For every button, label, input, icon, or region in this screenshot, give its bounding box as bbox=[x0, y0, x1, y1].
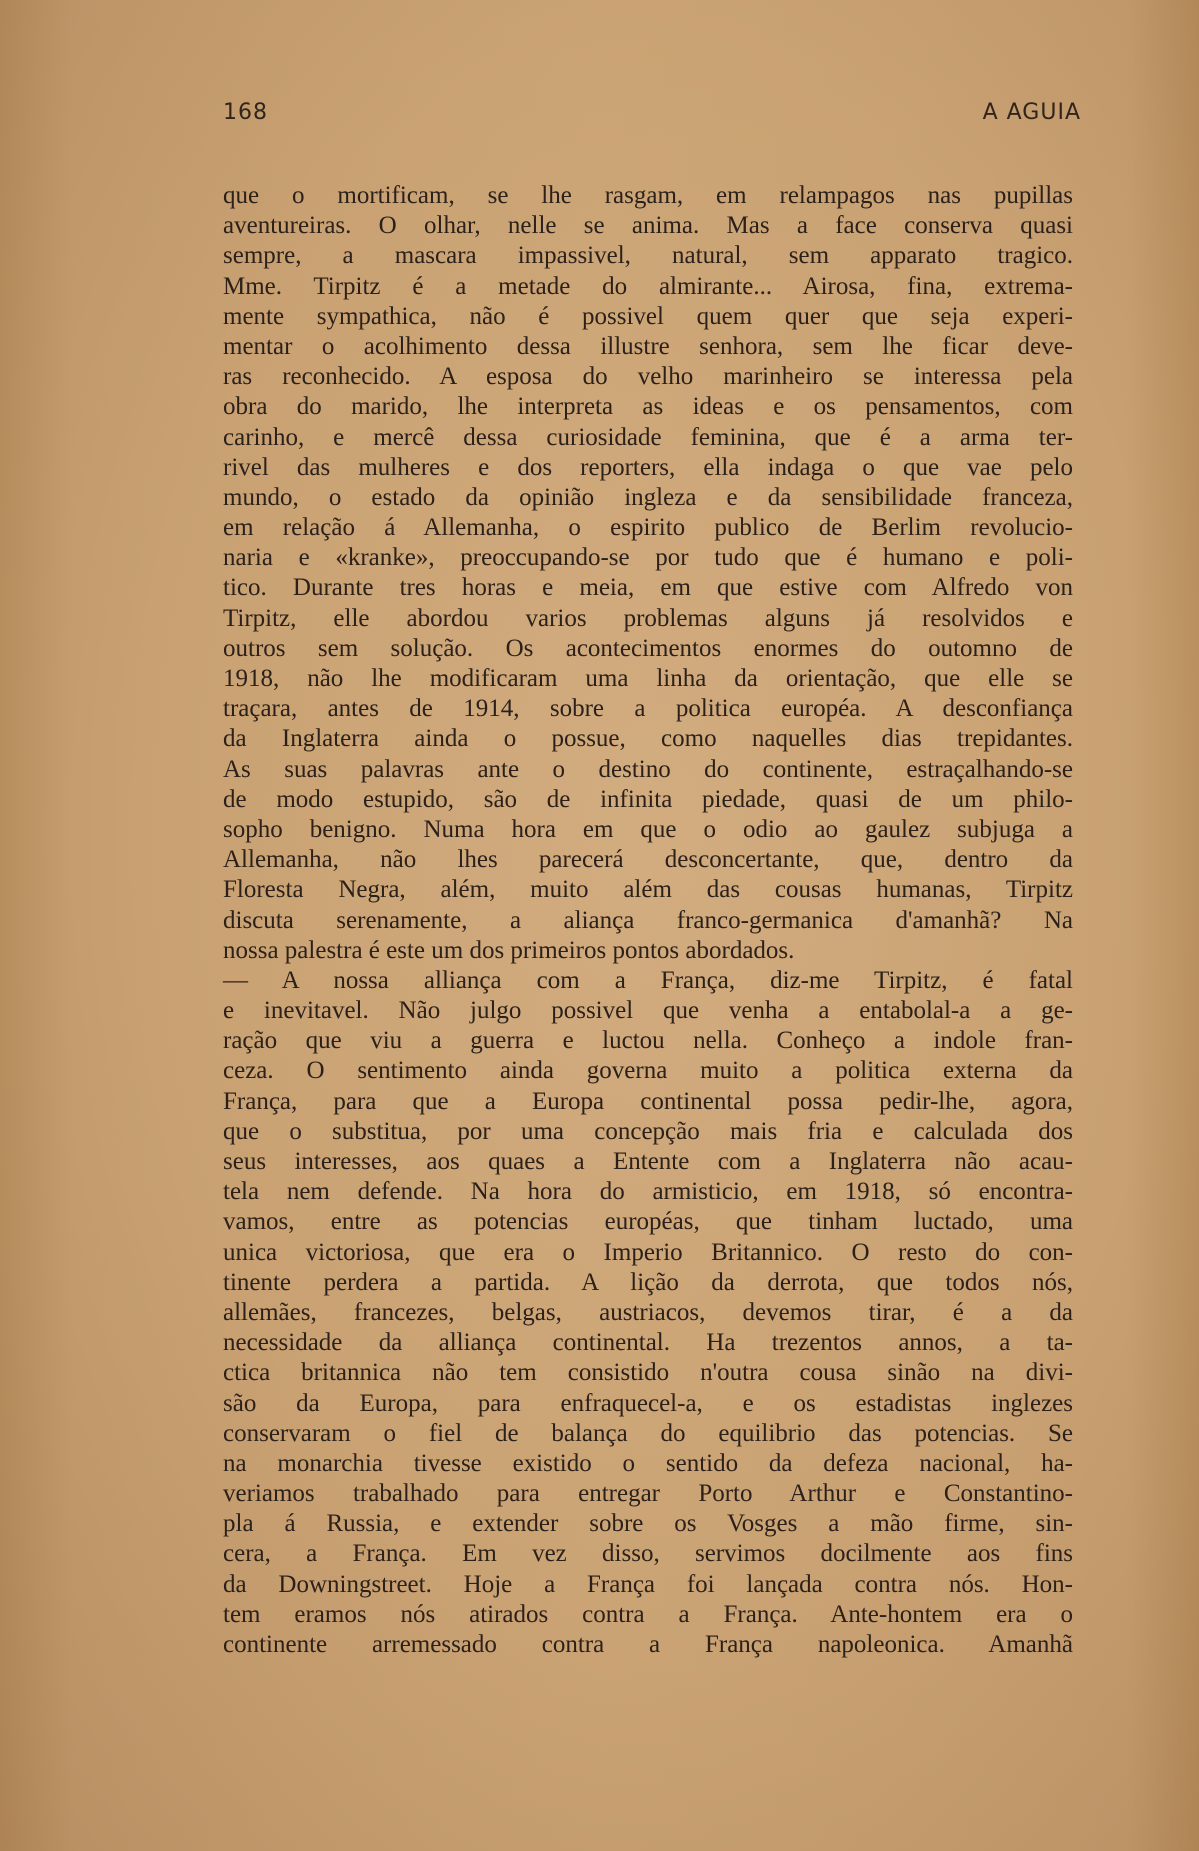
text-line: ctica britannica não tem consistido n'outra cousa sinão na divi- bbox=[223, 1359, 1073, 1387]
text-line: carinho, e mercê dessa curiosidade feminina, que é a arma ter- bbox=[223, 423, 1073, 451]
text-line: Allemanha, não lhes parecerá desconcertante, que, dentro da bbox=[223, 846, 1073, 874]
text-line: — A nossa alliança com a França, diz-me Tirpitz, é fatal bbox=[223, 966, 1073, 994]
text-line: de modo estupido, são de infinita piedade, quasi de um philo- bbox=[223, 785, 1073, 813]
text-line: sempre, a mascara impassivel, natural, sem apparato tragico. bbox=[223, 242, 1073, 270]
text-line: são da Europa, para enfraquecel-a, e os estadistas inglezes bbox=[223, 1389, 1073, 1417]
text-line: tinente perdera a partida. A lição da derrota, que todos nós, bbox=[223, 1268, 1073, 1296]
text-line: 1918, não lhe modificaram uma linha da orientação, que elle se bbox=[223, 665, 1073, 692]
text-line: seus interesses, aos quaes a Entente com a Inglaterra não acau- bbox=[223, 1148, 1073, 1175]
text-line: que o mortificam, se lhe rasgam, em relampagos nas pupillas bbox=[223, 182, 1073, 209]
text-line: unica victoriosa, que era o Imperio Britannico. O resto do con- bbox=[223, 1238, 1073, 1266]
text-line: discuta serenamente, a aliança franco-germanica d'amanhã? Na bbox=[223, 906, 1073, 934]
text-line: necessidade da alliança continental. Ha trezentos annos, a ta- bbox=[223, 1329, 1073, 1357]
text-line: mundo, o estado da opinião ingleza e da sensibilidade franceza, bbox=[223, 483, 1073, 511]
text-line: naria e «kranke», preoccupando-se por tudo que é humano e poli- bbox=[223, 544, 1073, 572]
text-line: em relação á Allemanha, o espirito publico de Berlim revolucio- bbox=[223, 514, 1073, 542]
page-number: 168 bbox=[223, 100, 268, 125]
text-line: traçara, antes de 1914, sobre a politica européa. A desconfiança bbox=[223, 695, 1073, 723]
text-line: da Inglaterra ainda o possue, como naquelles dias trepidantes. bbox=[223, 725, 1073, 753]
text-line: aventureiras. O olhar, nelle se anima. Mas a face conserva quasi bbox=[223, 212, 1073, 240]
text-line: na monarchia tivesse existido o sentido da defeza nacional, ha- bbox=[223, 1449, 1073, 1477]
text-line: sopho benigno. Numa hora em que o odio ao gaulez subjuga a bbox=[223, 815, 1073, 843]
text-line: As suas palavras ante o destino do continente, estraçalhando-se bbox=[223, 755, 1073, 783]
text-line: tico. Durante tres horas e meia, em que estive com Alfredo von bbox=[223, 574, 1073, 602]
text-line: que o substitua, por uma concepção mais fria e calculada dos bbox=[223, 1117, 1073, 1145]
text-line: Tirpitz, elle abordou varios problemas alguns já resolvidos e bbox=[223, 604, 1073, 632]
text-line: allemães, francezes, belgas, austriacos, devemos tirar, é a da bbox=[223, 1298, 1073, 1326]
text-line: rivel das mulheres e dos reporters, ella indaga o que vae pelo bbox=[223, 453, 1073, 481]
text-line: vamos, entre as potencias européas, que tinham luctado, uma bbox=[223, 1208, 1073, 1236]
text-line: continente arremessado contra a França napoleonica. Amanhã bbox=[223, 1631, 1073, 1658]
text-line: ração que viu a guerra e luctou nella. Conheço a indole fran- bbox=[223, 1027, 1073, 1055]
text-line: e inevitavel. Não julgo possivel que venha a entabolal-a a ge- bbox=[223, 997, 1073, 1025]
text-line: Mme. Tirpitz é a metade do almirante... Airosa, fina, extrema- bbox=[223, 272, 1073, 300]
journal-title: A AGUIA bbox=[982, 100, 1081, 125]
text-line: tem eramos nós atirados contra a França. Ante-hontem era o bbox=[223, 1600, 1073, 1628]
text-line: tela nem defende. Na hora do armisticio, em 1918, só encontra- bbox=[223, 1178, 1073, 1206]
text-line: pla á Russia, e extender sobre os Vosges a mão firme, sin- bbox=[223, 1510, 1073, 1538]
text-line: cera, a França. Em vez disso, servimos docilmente aos fins bbox=[223, 1540, 1073, 1568]
text-line: Floresta Negra, além, muito além das cousas humanas, Tirpitz bbox=[223, 876, 1073, 904]
text-line: veriamos trabalhado para entregar Porto Arthur e Constantino- bbox=[223, 1480, 1073, 1508]
text-line: mentar o acolhimento dessa illustre senhora, sem lhe ficar deve- bbox=[223, 332, 1073, 360]
text-line: França, para que a Europa continental possa pedir-lhe, agora, bbox=[223, 1087, 1073, 1115]
text-line: ceza. O sentimento ainda governa muito a politica externa da bbox=[223, 1057, 1073, 1085]
text-line: outros sem solução. Os acontecimentos enormes do outomno de bbox=[223, 634, 1073, 662]
body-text bbox=[223, 181, 1073, 1660]
text-line: nossa palestra é este um dos primeiros pontos abordados. bbox=[223, 936, 795, 964]
text-line: mente sympathica, não é possivel quem quer que seja experi- bbox=[223, 302, 1073, 330]
text-line: conservaram o fiel de balança do equilibrio das potencias. Se bbox=[223, 1419, 1073, 1447]
text-line: obra do marido, lhe interpreta as ideas e os pensamentos, com bbox=[223, 393, 1073, 421]
running-head bbox=[223, 100, 1081, 130]
text-line: ras reconhecido. A esposa do velho marinheiro se interessa pela bbox=[223, 363, 1073, 391]
text-line: da Downingstreet. Hoje a França foi lançada contra nós. Hon- bbox=[223, 1570, 1073, 1598]
